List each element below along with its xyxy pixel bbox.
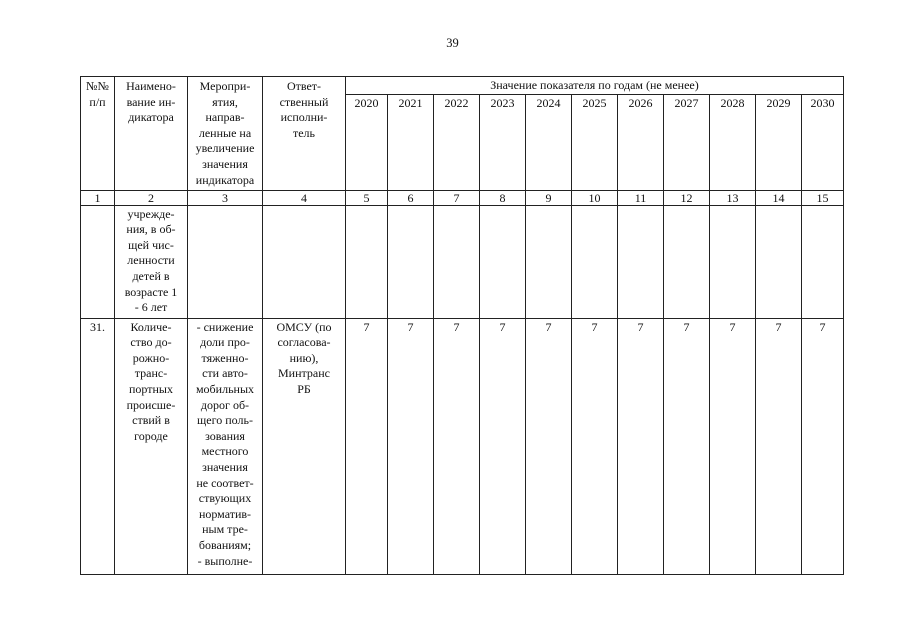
row-number-cell: 31.: [81, 318, 115, 574]
header-year: 2020: [346, 94, 388, 190]
column-number: 15: [802, 190, 844, 205]
header-year: 2030: [802, 94, 844, 190]
column-number: 5: [346, 190, 388, 205]
column-number: 4: [263, 190, 346, 205]
value-cell: 7: [802, 318, 844, 574]
column-number: 9: [526, 190, 572, 205]
column-number: 1: [81, 190, 115, 205]
value-cell: 7: [710, 318, 756, 574]
column-number: 12: [664, 190, 710, 205]
value-cell: [572, 205, 618, 318]
header-year: 2021: [388, 94, 434, 190]
value-cell: [664, 205, 710, 318]
header-years-group: Значение показателя по годам (не менее): [346, 77, 844, 95]
header-year: 2024: [526, 94, 572, 190]
measures-cell: - снижение доли про- тяженно- сти авто- мобильных дорог об- щего поль- зования местного значения не соответ- ствующих норматив- ным тре- бованиям; - выполне-: [188, 318, 263, 574]
header-num: №№ п/п: [81, 77, 115, 191]
header-year: 2023: [480, 94, 526, 190]
indicator-table: [80, 76, 844, 575]
column-number: 10: [572, 190, 618, 205]
column-number: 2: [115, 190, 188, 205]
column-number: 14: [756, 190, 802, 205]
value-cell: 7: [346, 318, 388, 574]
value-cell: [388, 205, 434, 318]
column-number: 11: [618, 190, 664, 205]
executor-cell: [263, 205, 346, 318]
header-year: 2027: [664, 94, 710, 190]
header-year: 2026: [618, 94, 664, 190]
value-cell: 7: [572, 318, 618, 574]
header-indicator: Наимено- вание ин- дикатора: [115, 77, 188, 191]
column-number: 3: [188, 190, 263, 205]
value-cell: [526, 205, 572, 318]
table-row: [81, 205, 844, 318]
header-measures: Меропри- ятия, направ- ленные на увеличение значения индикатора: [188, 77, 263, 191]
value-cell: 7: [480, 318, 526, 574]
header-year: 2028: [710, 94, 756, 190]
value-cell: [618, 205, 664, 318]
value-cell: [434, 205, 480, 318]
value-cell: 7: [526, 318, 572, 574]
value-cell: [710, 205, 756, 318]
table-row: [81, 318, 844, 574]
column-number-row: [81, 190, 844, 205]
value-cell: 7: [388, 318, 434, 574]
column-number: 8: [480, 190, 526, 205]
column-number: 7: [434, 190, 480, 205]
page-number: 39: [446, 36, 459, 50]
value-cell: [480, 205, 526, 318]
value-cell: [756, 205, 802, 318]
value-cell: [346, 205, 388, 318]
measures-cell: [188, 205, 263, 318]
value-cell: 7: [664, 318, 710, 574]
value-cell: 7: [434, 318, 480, 574]
value-cell: 7: [618, 318, 664, 574]
column-number: 6: [388, 190, 434, 205]
column-number: 13: [710, 190, 756, 205]
header-year: 2029: [756, 94, 802, 190]
row-number-cell: [81, 205, 115, 318]
executor-cell: ОМСУ (по согласова- нию), Минтранс РБ: [263, 318, 346, 574]
header-year: 2022: [434, 94, 480, 190]
header-year: 2025: [572, 94, 618, 190]
header-executor: Ответ- ственный исполни- тель: [263, 77, 346, 191]
value-cell: [802, 205, 844, 318]
value-cell: 7: [756, 318, 802, 574]
indicator-cell: Количе- ство до- рожно- транс- портных происше- ствий в городе: [115, 318, 188, 574]
indicator-cell: учрежде- ния, в об- щей чис- ленности детей в возрасте 1 - 6 лет: [115, 205, 188, 318]
